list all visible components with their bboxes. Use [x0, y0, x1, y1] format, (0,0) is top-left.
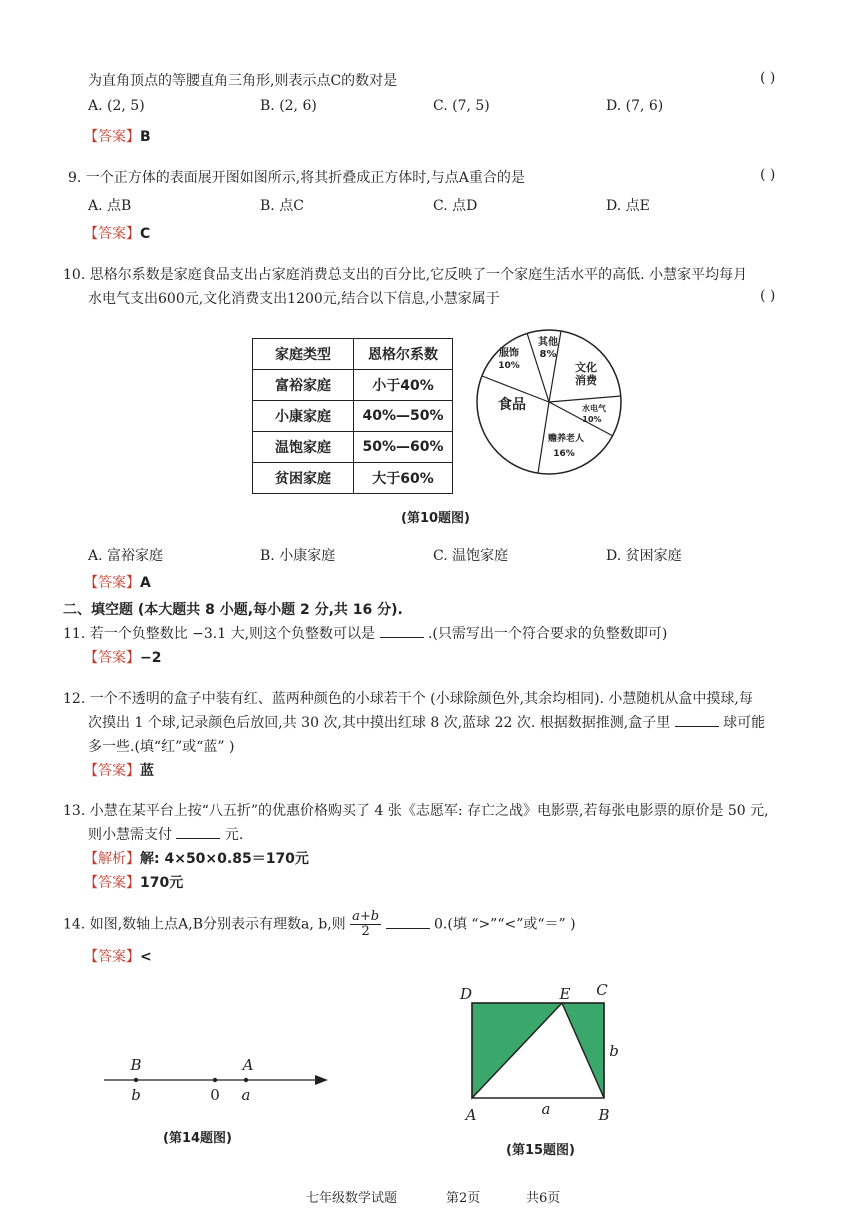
pie-label-elderly: 赡养老人 — [547, 434, 585, 444]
analysis-tag: 【解析】 — [84, 851, 140, 867]
q11-stem — [63, 623, 667, 643]
q8-option-d: D. (7, 6) — [606, 98, 664, 114]
q15-caption: (第15题图) — [506, 1143, 575, 1158]
pie-label-utilities: 水电气 — [582, 404, 606, 413]
q9-stem: 9. 一个正方体的表面展开图如图所示,将其折叠成正方体时,与点A重合的是 — [68, 170, 525, 186]
point-a-label: A — [242, 1056, 254, 1074]
pie-label-other: 其他 — [538, 337, 558, 348]
pie-label-other-pct: 8% — [539, 349, 557, 360]
pie-label-clothing-pct: 10% — [498, 361, 520, 371]
q8-option-c: C. (7, 5) — [433, 98, 490, 114]
q13-line1: 13. 小慧在某平台上按“八五折”的优惠价格购买了 4 张《志愿军: 存亡之战》电影票,若每张电影票的原价是 50 元, — [63, 803, 769, 819]
q8-option-a: A. (2, 5) — [88, 98, 145, 114]
q13-line2-a: 则小慧需支付 — [88, 827, 172, 843]
q14-number-line — [96, 1050, 336, 1110]
q10-option-d: D. 贫困家庭 — [606, 548, 682, 564]
q15-figure — [452, 980, 627, 1130]
answer-blank — [386, 916, 430, 929]
q12-answer — [84, 760, 154, 780]
q13-analysis — [84, 848, 309, 868]
vertex-e-label: E — [559, 985, 571, 1003]
point-b-label: B — [130, 1056, 142, 1074]
q8-paren: ( ) — [760, 70, 776, 86]
table-header-cell: 恩格尔系数 — [354, 339, 453, 370]
vertex-d-label: D — [459, 985, 473, 1003]
q14-stem-b: 0.(填 “>”“<”或“＝” ) — [434, 916, 576, 933]
table-row — [253, 401, 453, 432]
pie-label-elderly-pct: 16% — [553, 449, 575, 459]
q10-pie-chart — [470, 328, 630, 478]
q14-stem-a: 14. 如图,数轴上点A,B分别表示有理数a, b,则 — [63, 916, 346, 933]
footer-subject: 七年级数学试题 — [306, 1191, 398, 1206]
q10-option-c: C. 温饱家庭 — [433, 548, 509, 564]
q13-line2 — [88, 824, 243, 844]
table-cell: 小于40% — [354, 370, 453, 401]
answer-value: 170元 — [140, 875, 184, 891]
pie-label-utilities-pct: 10% — [582, 415, 602, 424]
q9-option-b: B. 点C — [260, 198, 304, 214]
answer-value: C — [140, 226, 151, 242]
q11-stem-b: .(只需写出一个符合要求的负整数即可) — [427, 626, 668, 642]
answer-value: 蓝 — [140, 763, 154, 779]
table-cell: 贫困家庭 — [253, 463, 354, 494]
q9-paren: ( ) — [760, 167, 776, 183]
pie-label-food: 食品 — [498, 397, 526, 413]
axis-arrow-icon — [315, 1075, 328, 1085]
side-a-label: a — [541, 1100, 551, 1118]
table-header-cell: 家庭类型 — [253, 339, 354, 370]
answer-tag: 【答案】 — [84, 763, 140, 779]
q13-answer — [84, 872, 183, 892]
pie-label-clothing: 服饰 — [499, 348, 519, 359]
q10-answer — [84, 572, 151, 592]
q12-line2-b: 球可能 — [723, 715, 766, 731]
q10-option-a: A. 富裕家庭 — [88, 548, 164, 564]
fraction-numerator: a+b — [352, 909, 380, 924]
q10-paren: ( ) — [760, 288, 776, 304]
answer-blank — [380, 625, 424, 638]
origin-dot — [213, 1078, 217, 1082]
q11-stem-a: 11. 若一个负整数比 −3.1 大,则这个负整数可以是 — [63, 626, 376, 642]
q10-stem-line2: 水电气支出600元,文化消费支出1200元,结合以下信息,小慧家属于 — [88, 291, 500, 307]
table-row — [253, 432, 453, 463]
footer-total: 共6页 — [526, 1191, 561, 1206]
answer-value: A — [140, 575, 151, 591]
q8-stem: 为直角顶点的等腰直角三角形,则表示点C的数对是 — [88, 73, 398, 89]
pie-label-culture-1: 文化 — [575, 361, 597, 374]
answer-value: B — [140, 129, 151, 145]
q14-stem — [63, 910, 576, 939]
q14-answer — [84, 946, 152, 966]
q12-line2-a: 次摸出 1 个球,记录颜色后放回,共 30 次,其中摸出红球 8 次,蓝球 22 次. 根据数据推测,盒子里 — [88, 715, 671, 731]
analysis-value: 解: 4×50×0.85＝170元 — [140, 851, 309, 867]
answer-tag: 【答案】 — [84, 575, 140, 591]
table-cell: 温饱家庭 — [253, 432, 354, 463]
q13-line2-b: 元. — [224, 827, 244, 843]
footer-page: 第2页 — [446, 1191, 481, 1206]
answer-tag: 【答案】 — [84, 875, 140, 891]
table-cell: 50%—60% — [354, 432, 453, 463]
point-b-value: b — [131, 1086, 141, 1104]
q8-option-b: B. (2, 6) — [260, 98, 317, 114]
table-cell: 大于60% — [354, 463, 453, 494]
q9-option-a: A. 点B — [88, 198, 132, 214]
vertex-a-label: A — [465, 1106, 477, 1124]
q8-answer — [84, 126, 151, 146]
q11-answer — [84, 647, 161, 667]
q14-caption: (第14题图) — [163, 1131, 232, 1146]
point-a-dot — [244, 1078, 248, 1082]
vertex-c-label: C — [596, 981, 608, 999]
origin-label: 0 — [210, 1086, 220, 1104]
answer-tag: 【答案】 — [84, 129, 140, 145]
pie-label-culture-2: 消费 — [575, 374, 597, 387]
q9-option-c: C. 点D — [433, 198, 478, 214]
answer-value: −2 — [140, 650, 162, 666]
answer-value: < — [140, 949, 152, 965]
q12-line1: 12. 一个不透明的盒子中装有红、蓝两种颜色的小球若干个 (小球除颜色外,其余均相同). 小慧随机从盒中摸球,每 — [63, 691, 753, 707]
q10-stem-line1: 10. 思格尔系数是家庭食品支出占家庭消费总支出的百分比,它反映了一个家庭生活水平的高低. 小慧家平均每月 — [63, 267, 748, 283]
answer-tag: 【答案】 — [84, 650, 140, 666]
answer-blank — [675, 714, 719, 727]
q12-line3: 多一些.(填“红”或“蓝” ) — [88, 739, 235, 755]
answer-tag: 【答案】 — [84, 949, 140, 965]
q12-line2 — [88, 712, 765, 732]
q9-answer — [84, 223, 150, 243]
table-cell: 小康家庭 — [253, 401, 354, 432]
q14-fraction — [350, 910, 381, 939]
q10-option-b: B. 小康家庭 — [260, 548, 336, 564]
table-row — [253, 370, 453, 401]
engel-table — [252, 338, 453, 494]
vertex-b-label: B — [598, 1106, 610, 1124]
point-b-dot — [134, 1078, 138, 1082]
table-row — [253, 463, 453, 494]
table-cell: 富裕家庭 — [253, 370, 354, 401]
side-b-label: b — [609, 1042, 619, 1060]
point-a-value: a — [241, 1086, 251, 1104]
q10-caption: (第10题图) — [401, 511, 470, 526]
table-row — [253, 339, 453, 370]
answer-blank — [176, 826, 220, 839]
table-cell: 40%—50% — [354, 401, 453, 432]
answer-tag: 【答案】 — [84, 226, 140, 242]
q9-option-d: D. 点E — [606, 198, 650, 214]
section-title: 二、填空题 (本大题共 8 小题,每小题 2 分,共 16 分). — [63, 602, 403, 618]
fraction-denominator: 2 — [361, 924, 370, 939]
